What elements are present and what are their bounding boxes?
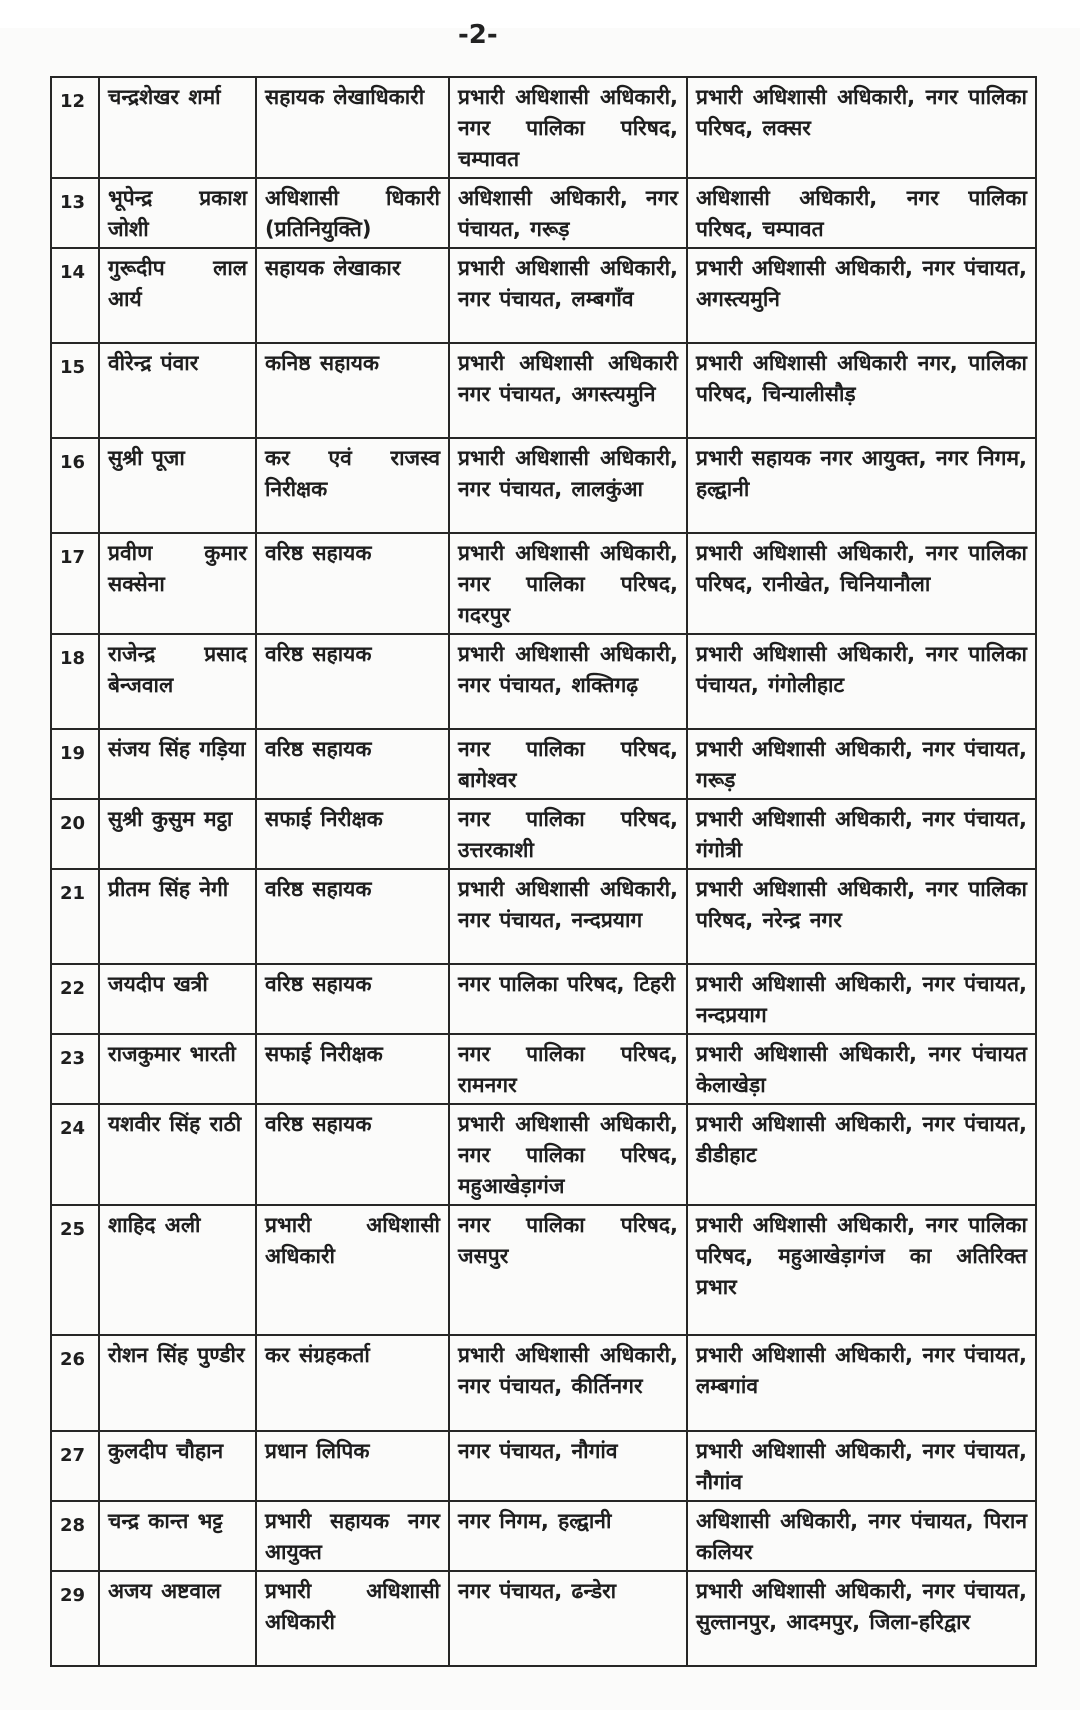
current-posting-cell: नगर पालिका परिषद, टिहरी xyxy=(449,964,687,1034)
employee-name-cell: अजय अष्टवाल xyxy=(99,1571,256,1666)
current-posting-cell: नगर पंचायत, ढन्डेरा xyxy=(449,1571,687,1666)
current-posting-cell: प्रभारी अधिशासी अधिकारी, नगर पंचायत, नन्दप्रयाग xyxy=(449,869,687,964)
current-posting-cell: नगर पालिका परिषद, उत्तरकाशी xyxy=(449,799,687,869)
designation-cell: वरिष्ठ सहायक xyxy=(256,869,449,964)
serial-number-cell: 16 xyxy=(51,438,99,533)
employee-name-cell: जयदीप खत्री xyxy=(99,964,256,1034)
table-row xyxy=(51,438,1036,533)
new-posting-cell: प्रभारी अधिशासी अधिकारी, नगर पालिका परिषद, रानीखेत, चिनियानौला xyxy=(687,533,1036,634)
table-row xyxy=(51,799,1036,869)
employee-name-cell: यशवीर सिंह राठी xyxy=(99,1104,256,1205)
employee-name-cell: सुश्री पूजा xyxy=(99,438,256,533)
designation-cell: सहायक लेखाकार xyxy=(256,248,449,343)
employee-name-cell: राजेन्द्र प्रसाद बेन्जवाल xyxy=(99,634,256,729)
serial-number-cell: 19 xyxy=(51,729,99,799)
new-posting-cell: अधिशासी अधिकारी, नगर पालिका परिषद, चम्पावत xyxy=(687,178,1036,248)
employee-name-cell: प्रीतम सिंह नेगी xyxy=(99,869,256,964)
new-posting-cell: प्रभारी अधिशासी अधिकारी, नगर पंचायत, नन्दप्रयाग xyxy=(687,964,1036,1034)
designation-cell: सहायक लेखाधिकारी xyxy=(256,77,449,178)
current-posting-cell: प्रभारी अधिशासी अधिकारी, नगर पंचायत, शक्तिगढ़ xyxy=(449,634,687,729)
table-row xyxy=(51,1571,1036,1666)
new-posting-cell: प्रभारी अधिशासी अधिकारी, नगर पंचायत, गंगोत्री xyxy=(687,799,1036,869)
current-posting-cell: प्रभारी अधिशासी अधिकारी, नगर पालिका परिषद, गदरपुर xyxy=(449,533,687,634)
employee-name-cell: कुलदीप चौहान xyxy=(99,1431,256,1501)
serial-number-cell: 29 xyxy=(51,1571,99,1666)
table-row xyxy=(51,964,1036,1034)
designation-cell: वरिष्ठ सहायक xyxy=(256,1104,449,1205)
designation-cell: सफाई निरीक्षक xyxy=(256,1034,449,1104)
table-row xyxy=(51,248,1036,343)
serial-number-cell: 12 xyxy=(51,77,99,178)
new-posting-cell: प्रभारी अधिशासी अधिकारी, नगर पंचायत, सुल्तानपुर, आदमपुर, जिला-हरिद्वार xyxy=(687,1571,1036,1666)
table-row xyxy=(51,1104,1036,1205)
new-posting-cell: प्रभारी अधिशासी अधिकारी, नगर पालिका परिषद, महुआखेड़ागंज का अतिरिक्त प्रभार xyxy=(687,1205,1036,1335)
new-posting-cell: प्रभारी अधिशासी अधिकारी, नगर पंचायत, डीडीहाट xyxy=(687,1104,1036,1205)
employee-name-cell: सुश्री कुसुम मट्ठा xyxy=(99,799,256,869)
table-row xyxy=(51,869,1036,964)
employee-name-cell: गुरूदीप लाल आर्य xyxy=(99,248,256,343)
employee-name-cell: शाहिद अली xyxy=(99,1205,256,1335)
serial-number-cell: 18 xyxy=(51,634,99,729)
new-posting-cell: प्रभारी अधिशासी अधिकारी, नगर पंचायत केलाखेड़ा xyxy=(687,1034,1036,1104)
table-row xyxy=(51,1335,1036,1431)
serial-number-cell: 23 xyxy=(51,1034,99,1104)
designation-cell: प्रधान लिपिक xyxy=(256,1431,449,1501)
new-posting-cell: प्रभारी अधिशासी अधिकारी, नगर पालिका परिषद, लक्सर xyxy=(687,77,1036,178)
serial-number-cell: 13 xyxy=(51,178,99,248)
employee-name-cell: रोशन सिंह पुण्डीर xyxy=(99,1335,256,1431)
serial-number-cell: 17 xyxy=(51,533,99,634)
new-posting-cell: प्रभारी अधिशासी अधिकारी, नगर पालिका पंचायत, गंगोलीहाट xyxy=(687,634,1036,729)
current-posting-cell: नगर पालिका परिषद, बागेश्वर xyxy=(449,729,687,799)
current-posting-cell: अधिशासी अधिकारी, नगर पंचायत, गरूड़ xyxy=(449,178,687,248)
new-posting-cell: प्रभारी अधिशासी अधिकारी नगर, पालिका परिषद, चिन्यालीसौड़ xyxy=(687,343,1036,438)
transfer-table xyxy=(50,76,1037,1667)
employee-name-cell: चन्द्र कान्त भट्ट xyxy=(99,1501,256,1571)
current-posting-cell: प्रभारी अधिशासी अधिकारी, नगर पंचायत, लालकुंआ xyxy=(449,438,687,533)
new-posting-cell: प्रभारी अधिशासी अधिकारी, नगर पंचायत, अगस्त्यमुनि xyxy=(687,248,1036,343)
current-posting-cell: नगर निगम, हल्द्वानी xyxy=(449,1501,687,1571)
table-row xyxy=(51,1205,1036,1335)
table-row xyxy=(51,1501,1036,1571)
current-posting-cell: प्रभारी अधिशासी अधिकारी, नगर पालिका परिषद, महुआखेड़ागंज xyxy=(449,1104,687,1205)
serial-number-cell: 22 xyxy=(51,964,99,1034)
new-posting-cell: अधिशासी अधिकारी, नगर पंचायत, पिरान कलियर xyxy=(687,1501,1036,1571)
designation-cell: वरिष्ठ सहायक xyxy=(256,634,449,729)
designation-cell: प्रभारी अधिशासी अधिकारी xyxy=(256,1205,449,1335)
serial-number-cell: 27 xyxy=(51,1431,99,1501)
table-row xyxy=(51,178,1036,248)
employee-name-cell: चन्द्रशेखर शर्मा xyxy=(99,77,256,178)
new-posting-cell: प्रभारी अधिशासी अधिकारी, नगर पंचायत, गरूड़ xyxy=(687,729,1036,799)
employee-name-cell: भूपेन्द्र प्रकाश जोशी xyxy=(99,178,256,248)
designation-cell: सफाई निरीक्षक xyxy=(256,799,449,869)
table-row xyxy=(51,1431,1036,1501)
designation-cell: कर एवं राजस्व निरीक्षक xyxy=(256,438,449,533)
designation-cell: वरिष्ठ सहायक xyxy=(256,729,449,799)
new-posting-cell: प्रभारी अधिशासी अधिकारी, नगर पंचायत, नौगांव xyxy=(687,1431,1036,1501)
employee-name-cell: संजय सिंह गड़िया xyxy=(99,729,256,799)
table-body xyxy=(51,77,1036,1666)
page-number: -2- xyxy=(458,20,498,50)
current-posting-cell: नगर पालिका परिषद, रामनगर xyxy=(449,1034,687,1104)
designation-cell: कनिष्ठ सहायक xyxy=(256,343,449,438)
current-posting-cell: प्रभारी अधिशासी अधिकारी, नगर पालिका परिषद, चम्पावत xyxy=(449,77,687,178)
current-posting-cell: प्रभारी अधिशासी अधिकारी, नगर पंचायत, लम्बगाँव xyxy=(449,248,687,343)
current-posting-cell: नगर पालिका परिषद, जसपुर xyxy=(449,1205,687,1335)
serial-number-cell: 24 xyxy=(51,1104,99,1205)
top-margin xyxy=(0,0,1080,28)
employee-name-cell: प्रवीण कुमार सक्सेना xyxy=(99,533,256,634)
table-row xyxy=(51,343,1036,438)
designation-cell: कर संग्रहकर्ता xyxy=(256,1335,449,1431)
employee-name-cell: राजकुमार भारती xyxy=(99,1034,256,1104)
new-posting-cell: प्रभारी अधिशासी अधिकारी, नगर पालिका परिषद, नरेन्द्र नगर xyxy=(687,869,1036,964)
table-row xyxy=(51,533,1036,634)
serial-number-cell: 25 xyxy=(51,1205,99,1335)
current-posting-cell: प्रभारी अधिशासी अधिकारी, नगर पंचायत, कीर्तिनगर xyxy=(449,1335,687,1431)
designation-cell: वरिष्ठ सहायक xyxy=(256,964,449,1034)
serial-number-cell: 21 xyxy=(51,869,99,964)
new-posting-cell: प्रभारी अधिशासी अधिकारी, नगर पंचायत, लम्बगांव xyxy=(687,1335,1036,1431)
serial-number-cell: 26 xyxy=(51,1335,99,1431)
current-posting-cell: प्रभारी अधिशासी अधिकारी नगर पंचायत, अगस्त्यमुनि xyxy=(449,343,687,438)
serial-number-cell: 15 xyxy=(51,343,99,438)
designation-cell: प्रभारी अधिशासी अधिकारी xyxy=(256,1571,449,1666)
table-row xyxy=(51,1034,1036,1104)
table-row xyxy=(51,77,1036,178)
designation-cell: प्रभारी सहायक नगर आयुक्त xyxy=(256,1501,449,1571)
table-row xyxy=(51,729,1036,799)
table-row xyxy=(51,634,1036,729)
serial-number-cell: 28 xyxy=(51,1501,99,1571)
designation-cell: अधिशासी धिकारी (प्रतिनियुक्ति) xyxy=(256,178,449,248)
designation-cell: वरिष्ठ सहायक xyxy=(256,533,449,634)
employee-name-cell: वीरेन्द्र पंवार xyxy=(99,343,256,438)
new-posting-cell: प्रभारी सहायक नगर आयुक्त, नगर निगम, हल्द्वानी xyxy=(687,438,1036,533)
current-posting-cell: नगर पंचायत, नौगांव xyxy=(449,1431,687,1501)
serial-number-cell: 20 xyxy=(51,799,99,869)
serial-number-cell: 14 xyxy=(51,248,99,343)
